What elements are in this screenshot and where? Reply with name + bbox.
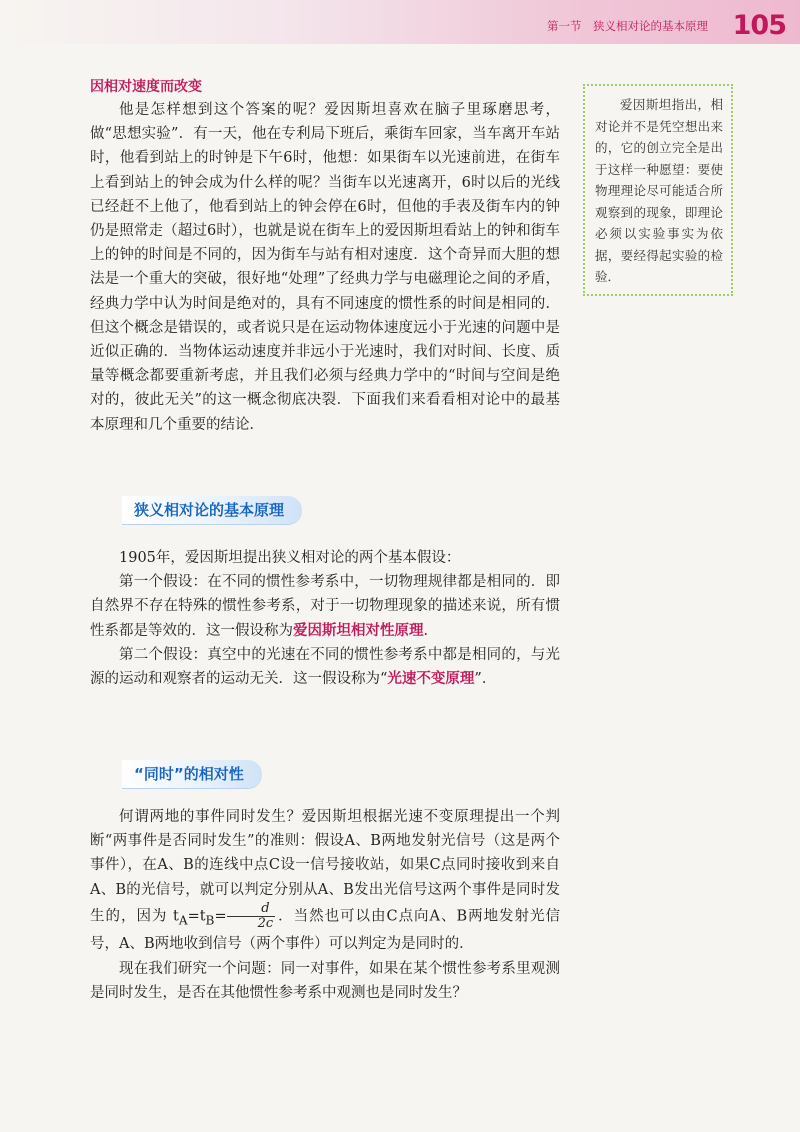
page-header <box>0 0 800 44</box>
section-heading-simultaneity: “同时”的相对性 <box>122 760 262 788</box>
first-postulate <box>90 570 560 643</box>
second-postulate <box>90 643 560 691</box>
simultaneity-text: 何谓两地的事件同时发生？爱因斯坦根据光速不变原理提出一个判断“两事件是否同时发生”的准则：假设A、B两地发射光信号（这是两个事件），在A、B的连线中点C设一信号接收站，如果C点同时接收到来自A、B的光信号，就可以判定分别从A、B发出光信号这两个事件是同时发生的，因为 t <box>90 809 560 925</box>
intro-paragraph: 他是怎样想到这个答案的呢？爱因斯坦喜欢在脑子里琢磨思考，做“思想实验”．有一天，他在专利局下班后，乘街车回家，当车离开车站时，他看到站上的时钟是下午6时，他想：如果街车以光速前进，在街车上看到站上的钟会成为什么样的呢？当街车以光速离开，6时以后的光线已经赶不上他了，他看到站上的钟会停在6时，但他的手表及街车内的钟仍是照常走（超过6时），也就是说在街车上的爱因斯坦看站上的钟和街车上的钟的时间是不同的，因为街车与站有相对速度．这个奇异而大胆的想法是一个重大的突破，很好地“处理”了经典力学与电磁理论之间的矛盾，经典力学中认为时间是绝对的，具有不同速度的惯性系的时间是相同的．但这个概念是错误的，或者说只是在运动物体速度远小于光速的问题中是近似正确的．当物体运动速度并非远小于光速时，我们对时间、长度、质量等概念都要重新考虑，并且我们必须与经典力学中的“时间与空间是绝对的，彼此无关”的这一概念彻底决裂．下面我们来看看相对论中的最基本原理和几个重要的结论． <box>90 102 560 433</box>
fraction-numerator: d <box>227 902 276 917</box>
intro-block <box>90 98 560 437</box>
simultaneity-text-end: ．当然也可以由C点向A、B两地发射光信号，A、B两地收到信号（两个事件）可以判定为是同时的． <box>90 908 560 953</box>
equation-middle: =t <box>187 908 206 925</box>
chapter-section-title: 第一节 狭义相对论的基本原理 <box>547 19 708 33</box>
page-number: 105 <box>732 10 786 41</box>
first-postulate-end: ． <box>423 622 438 639</box>
simultaneity-paragraph <box>90 805 560 957</box>
section-heading-principles: 狭义相对论的基本原理 <box>122 496 302 524</box>
first-postulate-text: 第一个假设：在不同的惯性参考系中，一切物理规律都是相同的．即自然界不存在特殊的惯性参考系，对于一切物理现象的描述来说，所有惯性系都是等效的．这一假设称为 <box>90 574 560 639</box>
relativity-principle-term: 爱因斯坦相对性原理 <box>293 622 424 639</box>
fraction-d-over-2c <box>227 902 276 931</box>
equation-equals: = <box>214 908 227 925</box>
simultaneity-block <box>90 805 560 1005</box>
margin-note <box>583 84 733 296</box>
subscript-a: A <box>178 913 188 928</box>
subscript-b: B <box>205 913 215 928</box>
light-speed-principle-term: 光速不变原理 <box>387 671 475 688</box>
second-postulate-text: 第二个假设：真空中的光速在不同的惯性参考系中都是相同的，与光源的运动和观察者的运动无关．这一假设称为“ <box>90 646 560 688</box>
simultaneity-question: 现在我们研究一个问题：同一对事件，如果在某个惯性参考系里观测是同时发生，是否在其他惯性参考系中观测也是同时发生？ <box>90 960 560 1001</box>
second-postulate-end: ”． <box>474 671 497 688</box>
principles-intro: 1905年，爱因斯坦提出狭义相对论的两个基本假设： <box>119 550 461 566</box>
fraction-denominator: 2c <box>257 915 274 931</box>
margin-note-text: 爱因斯坦指出，相对论并不是凭空想出来的，它的创立完全是出于这样一种愿望：要使物理理论尽可能适合所观察到的现象，即理论必须以实验事实为依据，要经得起实验的检验． <box>595 97 723 284</box>
intro-subtitle: 因相对速度而改变 <box>90 79 202 95</box>
principles-block <box>90 546 560 691</box>
